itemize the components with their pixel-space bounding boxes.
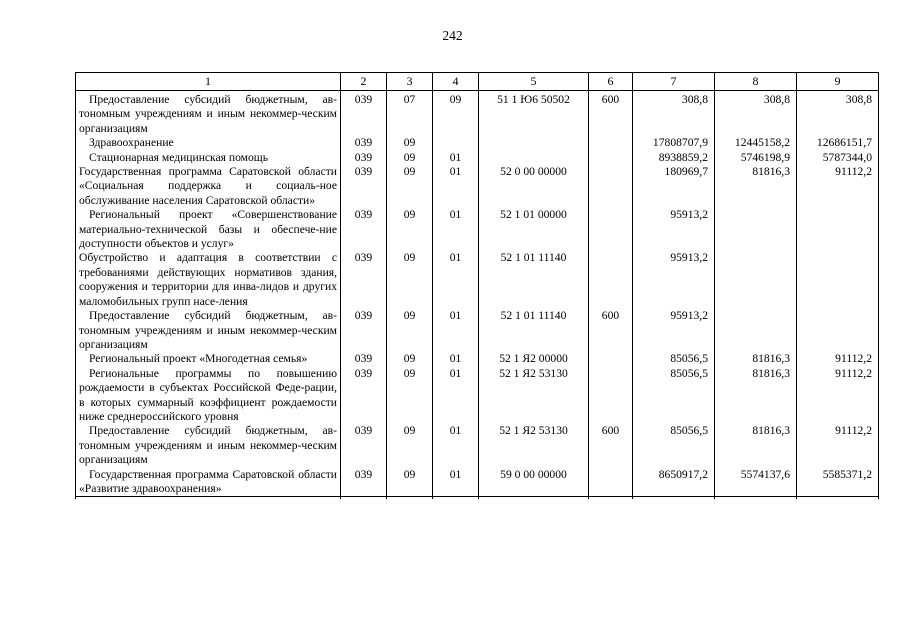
- row-section: 09: [387, 251, 433, 309]
- row-chapter: 039: [341, 151, 387, 165]
- column-header-4: 4: [433, 73, 479, 91]
- row-amount-3: [797, 251, 879, 309]
- row-amount-2: 5574137,6: [715, 468, 797, 497]
- row-name: Предоставление субсидий бюджетным, ав-тономным учреждениям и иным некоммер-ческим организациям: [76, 424, 341, 467]
- table-row: [76, 136, 879, 150]
- table-header: [76, 73, 879, 91]
- row-expense-type: 600: [589, 424, 633, 467]
- row-subsection: 01: [433, 208, 479, 251]
- row-chapter: 039: [341, 352, 387, 366]
- row-chapter: 039: [341, 367, 387, 425]
- row-amount-2: 308,8: [715, 91, 797, 137]
- row-name: Стационарная медицинская помощь: [76, 151, 341, 165]
- table-row: [76, 91, 879, 137]
- row-section: 07: [387, 91, 433, 137]
- row-expense-type: [589, 367, 633, 425]
- row-subsection: 01: [433, 424, 479, 467]
- row-expense-type: [589, 136, 633, 150]
- table-row: [76, 165, 879, 208]
- row-amount-2: 81816,3: [715, 367, 797, 425]
- row-section: 09: [387, 151, 433, 165]
- row-target-code: 51 1 Ю6 50502: [479, 91, 589, 137]
- row-name: Региональный проект «Совершенствование материально-технической базы и обеспече-ние доступности объектов и услуг»: [76, 208, 341, 251]
- row-subsection: 01: [433, 367, 479, 425]
- row-section: 09: [387, 165, 433, 208]
- row-chapter: 039: [341, 424, 387, 467]
- column-header-1: 1: [76, 73, 341, 91]
- row-name: Государственная программа Саратовской области «Развитие здравоохранения»: [76, 468, 341, 497]
- row-amount-3: 5787344,0: [797, 151, 879, 165]
- row-name: Региональные программы по повышению рождаемости в субъектах Российской Феде-рации, в которых суммарный коэффициент рождаемости ниже среднероссийского уровня: [76, 367, 341, 425]
- row-expense-type: [589, 468, 633, 497]
- row-name: Обустройство и адаптация в соответствии с требованиями действующих нормативов здания, сооружения и территории для инва-лидов и других маломобильных групп насе-ления: [76, 251, 341, 309]
- table-row: [76, 151, 879, 165]
- column-header-8: 8: [715, 73, 797, 91]
- row-name: Предоставление субсидий бюджетным, ав-тономным учреждениям и иным некоммер-ческим организациям: [76, 91, 341, 137]
- column-header-2: 2: [341, 73, 387, 91]
- row-section: 09: [387, 309, 433, 352]
- row-name: Здравоохранение: [76, 136, 341, 150]
- row-expense-type: [589, 165, 633, 208]
- row-target-code: 52 1 01 11140: [479, 251, 589, 309]
- row-target-code: 52 0 00 00000: [479, 165, 589, 208]
- row-section: 09: [387, 468, 433, 497]
- row-expense-type: 600: [589, 309, 633, 352]
- table-row: [76, 309, 879, 352]
- row-target-code: [479, 151, 589, 165]
- row-subsection: 09: [433, 91, 479, 137]
- row-amount-3: [797, 309, 879, 352]
- row-amount-1: 180969,7: [633, 165, 715, 208]
- table-body: [76, 91, 879, 500]
- row-amount-1: 8938859,2: [633, 151, 715, 165]
- row-amount-3: 91112,2: [797, 424, 879, 467]
- row-amount-2: 81816,3: [715, 424, 797, 467]
- row-target-code: 52 1 Я2 53130: [479, 367, 589, 425]
- row-amount-1: 95913,2: [633, 309, 715, 352]
- row-expense-type: [589, 208, 633, 251]
- row-target-code: 52 1 01 11140: [479, 309, 589, 352]
- row-amount-1: 85056,5: [633, 352, 715, 366]
- row-name: Региональный проект «Многодетная семья»: [76, 352, 341, 366]
- table-row: [76, 367, 879, 425]
- row-amount-3: 308,8: [797, 91, 879, 137]
- row-subsection: 01: [433, 352, 479, 366]
- table-bottom-border: [76, 497, 879, 500]
- page-number: 242: [442, 28, 463, 43]
- row-expense-type: 600: [589, 91, 633, 137]
- column-header-3: 3: [387, 73, 433, 91]
- row-amount-2: 81816,3: [715, 352, 797, 366]
- row-expense-type: [589, 151, 633, 165]
- column-header-6: 6: [589, 73, 633, 91]
- row-amount-1: 308,8: [633, 91, 715, 137]
- row-amount-3: 91112,2: [797, 352, 879, 366]
- row-amount-1: 8650917,2: [633, 468, 715, 497]
- row-amount-2: 5746198,9: [715, 151, 797, 165]
- row-amount-3: 91112,2: [797, 165, 879, 208]
- row-amount-3: 12686151,7: [797, 136, 879, 150]
- row-amount-1: 95913,2: [633, 251, 715, 309]
- row-subsection: 01: [433, 165, 479, 208]
- table-row: [76, 468, 879, 497]
- table-row: [76, 424, 879, 467]
- row-chapter: 039: [341, 208, 387, 251]
- row-section: 09: [387, 136, 433, 150]
- budget-table-container: [75, 72, 878, 499]
- row-subsection: 01: [433, 468, 479, 497]
- row-chapter: 039: [341, 309, 387, 352]
- table-row: [76, 208, 879, 251]
- row-target-code: [479, 136, 589, 150]
- row-amount-3: 91112,2: [797, 367, 879, 425]
- row-amount-2: [715, 309, 797, 352]
- row-target-code: 52 1 Я2 53130: [479, 424, 589, 467]
- table-row: [76, 251, 879, 309]
- row-expense-type: [589, 352, 633, 366]
- row-amount-1: 85056,5: [633, 367, 715, 425]
- row-target-code: 59 0 00 00000: [479, 468, 589, 497]
- row-section: 09: [387, 352, 433, 366]
- row-name: Предоставление субсидий бюджетным, ав-тономным учреждениям и иным некоммер-ческим организациям: [76, 309, 341, 352]
- table-row: [76, 352, 879, 366]
- row-expense-type: [589, 251, 633, 309]
- column-header-7: 7: [633, 73, 715, 91]
- row-chapter: 039: [341, 468, 387, 497]
- table-header-row: [76, 73, 879, 91]
- row-target-code: 52 1 01 00000: [479, 208, 589, 251]
- row-amount-1: 95913,2: [633, 208, 715, 251]
- row-amount-1: 17808707,9: [633, 136, 715, 150]
- row-amount-3: 5585371,2: [797, 468, 879, 497]
- row-chapter: 039: [341, 91, 387, 137]
- row-amount-2: 81816,3: [715, 165, 797, 208]
- column-header-5: 5: [479, 73, 589, 91]
- row-amount-2: [715, 251, 797, 309]
- row-amount-2: 12445158,2: [715, 136, 797, 150]
- row-section: 09: [387, 424, 433, 467]
- row-name: Государственная программа Саратовской области «Социальная поддержка и социаль-ное обслуживание населения Саратовской области»: [76, 165, 341, 208]
- row-subsection: 01: [433, 309, 479, 352]
- row-section: 09: [387, 367, 433, 425]
- column-header-9: 9: [797, 73, 879, 91]
- row-chapter: 039: [341, 136, 387, 150]
- budget-table: [75, 72, 879, 499]
- row-chapter: 039: [341, 251, 387, 309]
- row-amount-3: [797, 208, 879, 251]
- row-target-code: 52 1 Я2 00000: [479, 352, 589, 366]
- row-subsection: 01: [433, 151, 479, 165]
- row-subsection: [433, 136, 479, 150]
- row-section: 09: [387, 208, 433, 251]
- row-chapter: 039: [341, 165, 387, 208]
- row-amount-2: [715, 208, 797, 251]
- row-subsection: 01: [433, 251, 479, 309]
- row-amount-1: 85056,5: [633, 424, 715, 467]
